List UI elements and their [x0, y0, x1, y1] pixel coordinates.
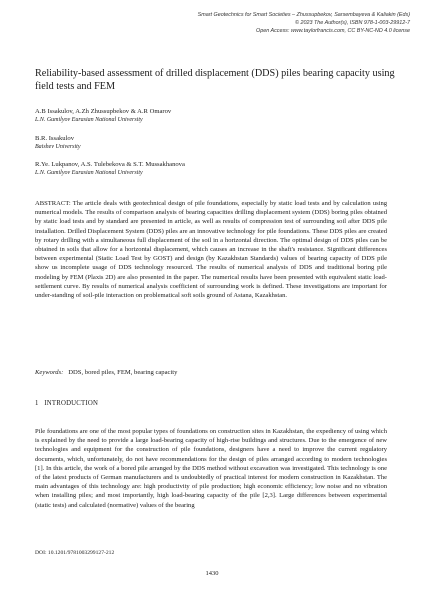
author-names: R.Ye. Lukpanov, A.S. Tulebekova & S.T. Mussakhanova	[35, 161, 185, 168]
header-book-line: Smart Geotechnics for Smart Societies – Zhussupbekov, Sarsembayeva & Kaliakin (Eds)	[197, 12, 410, 18]
doi[interactable]: DOI: 10.1201/9781003299127-212	[35, 550, 115, 556]
keywords-label: Keywords:	[35, 369, 64, 376]
author-group-2	[35, 134, 385, 152]
author-institution: L.N. Gumilyov Eurasian National University	[35, 117, 143, 123]
header-license-line: Open Access: www.taylorfrancis.com, CC BY-NC-ND 4.0 license	[256, 28, 410, 34]
section-title: INTRODUCTION	[44, 400, 99, 407]
author-institution: Baishev University	[35, 144, 81, 150]
section-number: 1	[35, 400, 39, 407]
author-group-3	[35, 160, 385, 178]
author-names: A.B Issakulov, A.Zh Zhussupbekov & A.R Omarov	[35, 108, 172, 115]
keywords	[35, 368, 387, 377]
page-number: 1430	[205, 570, 219, 577]
author-group-1	[35, 107, 385, 125]
abstract: ABSTRACT: The article deals with geotechnical design of pile foundations, especially by static load tests and by calculation using numerical models. The results of comparison analysis of bearing capacities drilling displacement system (DDS) boring piles obtained by static load tests and by standard are presented in article, as well as results of compression test of surrounding soil after DDS pile installation. Drilled Displacement System (DDS) piles are an innovative technology for pile foundations. These DDS piles are created by rotary drilling with a simultaneous full displacement of the soil in a horizontal direction. The optimal design of DDS piles can be obtained in soils that allow for a horizontal displacement, which causes an increase in the shaft's resistance. Significant differences between experimental (Static Load Test by GOST) and design (by Kazakhstan Standards) values of bearing capacity of DDS pile show us incomplete usage of DDS technology resourced. The results of numerical analysis of DDS and traditional boring pile modeling by FEM (Plaxis 2D) are also presented in the paper. The numerical results have been presented with equivalent static load-settlement curve. By results of numerical analysis coefficient of surrounding work is defined. These investigations are important for under-standing of soil-pile interaction on problematical soft soils ground of Astana, Kazakhstan.	[35, 200, 387, 300]
introduction-paragraph: Pile foundations are one of the most popular types of foundations on construction sites in Kazakhstan, the expediency of using which is explained by the need to provide a large load-bearing capacity of high-rise buildings and structures. Due to the emergence of new technologies and equipment for the construction of pile foundations, designers have a need to improve the current regulatory documents, which, unfortunately, do not have recommendations for the design of piles arranged according to modern technologies [1]. In this article, the work of a bored pile arranged by the DDS method without excavation was investigated. This technology is one of the latest products of German manufacturers and is undoubtedly of practical interest for modern construction in Kazakhstan. The main advantages of this technology are: high productivity of pile production; high economic efficiency; low noise and no vibration when installing piles; and most importantly, high load-bearing capacity of the pile [2,3]. Large differences between experimental (static tests) and calculated (normative) values of the bearing	[35, 428, 387, 509]
author-institution: L.N. Gumilyov Eurasian National University	[35, 170, 143, 176]
paper-title: Reliability-based assessment of drilled displacement (DDS) piles bearing capacity using field tests and FEM	[35, 68, 395, 92]
running-header	[80, 11, 410, 35]
header-copyright-line: © 2023 The Author(s), ISBN 978-1-003-29912-7	[295, 20, 410, 26]
author-names: B.R. Issakulov	[35, 135, 75, 142]
section-heading	[35, 399, 98, 408]
keywords-value: DDS, bored piles, FEM, bearing capacity	[68, 369, 178, 376]
